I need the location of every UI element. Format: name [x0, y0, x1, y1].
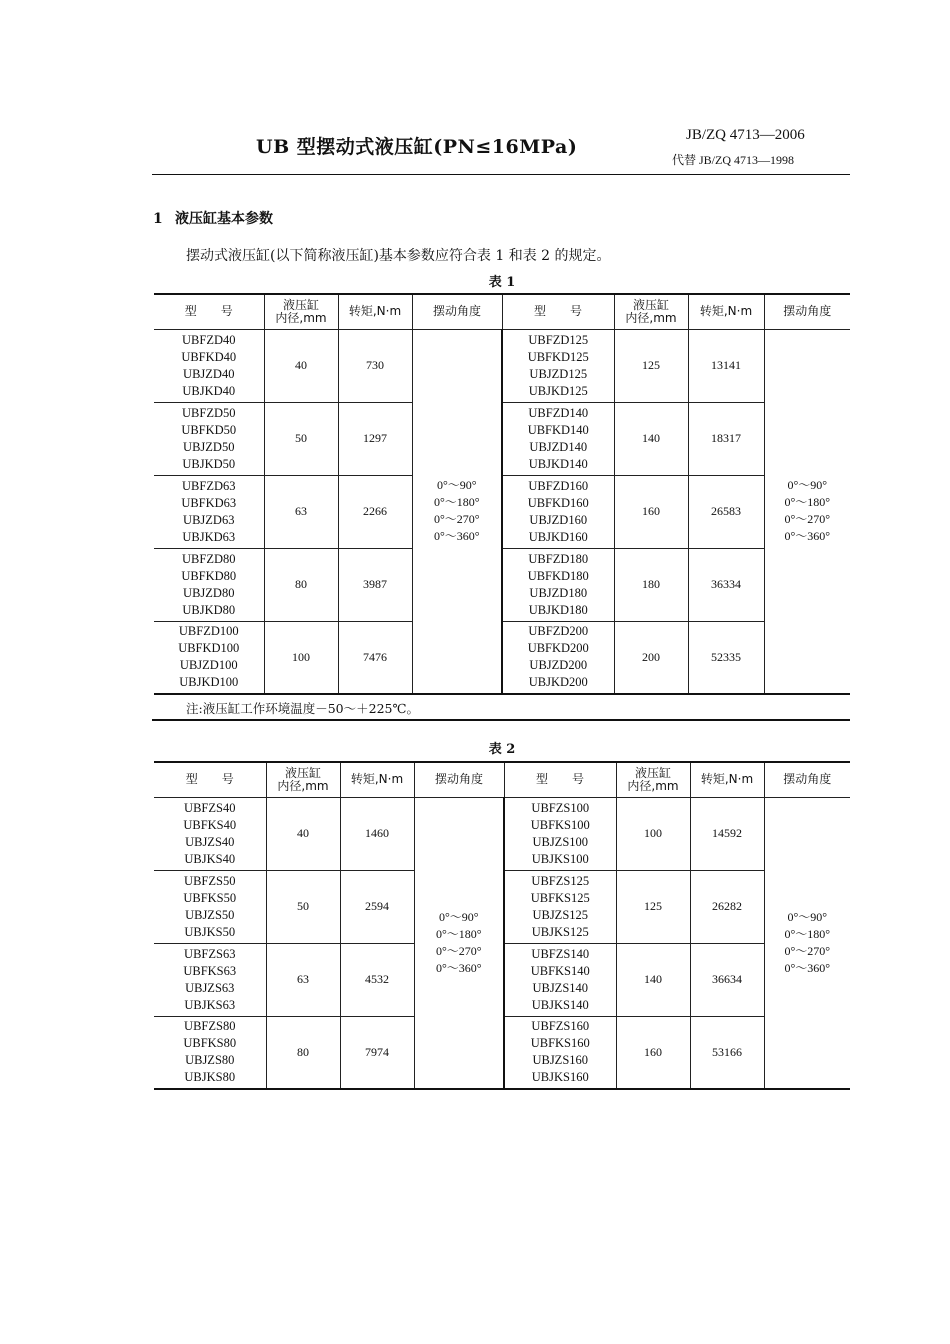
- model-cell: [504, 943, 616, 1016]
- bore-cell: 100: [616, 797, 690, 870]
- model-cell: [154, 870, 266, 943]
- model-code: UBJKS40: [184, 851, 236, 866]
- torque-cell: 1460: [340, 797, 414, 870]
- header-angle: 摆动角度: [412, 294, 502, 329]
- bore-cell: 125: [616, 870, 690, 943]
- model-code: UBFZD140: [528, 405, 589, 420]
- model-code: UBJKS63: [184, 997, 236, 1012]
- table-row: [154, 329, 850, 402]
- bore-cell: 140: [616, 943, 690, 1016]
- model-code: UBFKD180: [527, 568, 589, 583]
- model-code: UBJZD140: [529, 439, 588, 454]
- torque-cell: 52335: [688, 621, 764, 694]
- model-code: UBJZS80: [185, 1053, 235, 1068]
- table1-note: 注:液压缸工作环境温度－50～＋225℃。: [186, 701, 419, 716]
- angle-range: 0°～360°: [435, 960, 482, 975]
- bore-cell: 40: [266, 797, 340, 870]
- model-code: UBJZS100: [532, 834, 589, 849]
- model-code: UBJKS80: [184, 1070, 236, 1085]
- model-code: UBJZS63: [185, 980, 235, 995]
- model-code: UBJZD125: [529, 366, 588, 381]
- model-code: UBJZS50: [185, 907, 235, 922]
- torque-cell: 18317: [688, 402, 764, 475]
- section-heading: [153, 208, 273, 228]
- angle-cell: [412, 329, 502, 694]
- model-code: UBFZD80: [182, 551, 236, 566]
- model-code: UBJKD80: [182, 602, 236, 617]
- torque-cell: 53166: [690, 1016, 764, 1089]
- model-code: UBJZS125: [532, 907, 589, 922]
- angle-range: 0°～180°: [435, 926, 482, 941]
- header-torque: 转矩,N·m: [690, 762, 764, 797]
- model-cell: [154, 548, 264, 621]
- model-code: UBFKS140: [530, 963, 590, 978]
- model-code: UBJZS140: [532, 980, 589, 995]
- model-code: UBFKD160: [527, 495, 589, 510]
- model-code: UBFZD125: [528, 332, 589, 347]
- angle-range: 0°～360°: [784, 960, 831, 975]
- model-code: UBFZS40: [184, 800, 236, 815]
- model-code: UBJZS40: [185, 834, 235, 849]
- header-torque: 转矩,N·m: [340, 762, 414, 797]
- model-code: UBFKS160: [530, 1036, 590, 1051]
- bore-cell: 50: [264, 402, 338, 475]
- table2: [154, 761, 850, 1090]
- document-title: UB 型摆动式液压缸(PN≤16MPa): [256, 136, 578, 158]
- table-row: [154, 621, 850, 694]
- model-code: UBJKD200: [528, 675, 588, 690]
- model-code: UBFZD40: [182, 332, 236, 347]
- bore-cell: 100: [264, 621, 338, 694]
- model-code: UBJKS140: [531, 997, 589, 1012]
- torque-cell: 26583: [688, 475, 764, 548]
- section-paragraph: 摆动式液压缸(以下简称液压缸)基本参数应符合表 1 和表 2 的规定。: [186, 248, 611, 264]
- model-code: UBFZS63: [184, 946, 236, 961]
- torque-cell: 2594: [340, 870, 414, 943]
- angle-range: 0°～180°: [784, 926, 831, 941]
- model-cell: [154, 402, 264, 475]
- torque-cell: 7974: [340, 1016, 414, 1089]
- torque-cell: 3987: [338, 548, 412, 621]
- model-cell: [502, 621, 614, 694]
- header-angle: 摆动角度: [764, 294, 850, 329]
- model-code: UBJKD40: [182, 383, 236, 398]
- model-cell: [154, 943, 266, 1016]
- model-code: UBJZD50: [183, 439, 235, 454]
- model-code: UBFKS40: [183, 817, 237, 832]
- model-code: UBFZD63: [182, 478, 236, 493]
- model-code: UBFZD50: [182, 405, 236, 420]
- model-code: UBJKS160: [531, 1070, 589, 1085]
- angle-range: 0°～180°: [433, 495, 480, 510]
- angle-range: 0°～360°: [433, 529, 480, 544]
- section-number: 1: [153, 211, 163, 227]
- section-title: 液压缸基本参数: [175, 211, 273, 227]
- header-bore: 液压缸 内径,mm: [264, 294, 338, 329]
- model-cell: [504, 797, 616, 870]
- model-code: UBJZD63: [183, 512, 235, 527]
- header-model: 型 号: [504, 762, 616, 797]
- model-code: UBFKD200: [527, 641, 589, 656]
- table-row: [154, 402, 850, 475]
- angle-range: 0°～180°: [784, 495, 831, 510]
- angle-range: 0°～90°: [787, 909, 828, 924]
- bore-cell: 80: [266, 1016, 340, 1089]
- note-rule: [152, 719, 850, 721]
- torque-cell: 14592: [690, 797, 764, 870]
- model-code: UBJZD80: [183, 585, 235, 600]
- header-torque: 转矩,N·m: [688, 294, 764, 329]
- bore-cell: 200: [614, 621, 688, 694]
- model-cell: [504, 1016, 616, 1089]
- header-bore: 液压缸 内径,mm: [266, 762, 340, 797]
- header-model: 型 号: [154, 294, 264, 329]
- model-code: UBFKS100: [530, 817, 590, 832]
- model-code: UBFZS50: [184, 873, 236, 888]
- model-code: UBFKD50: [181, 422, 237, 437]
- model-code: UBJKD160: [528, 529, 588, 544]
- model-code: UBJZS160: [532, 1053, 589, 1068]
- model-code: UBFZD160: [528, 478, 589, 493]
- model-code: UBFZS125: [531, 873, 590, 888]
- bore-cell: 125: [614, 329, 688, 402]
- standard-number: JB/ZQ 4713—2006: [686, 127, 805, 143]
- model-code: UBFZD180: [528, 551, 589, 566]
- header-bore: 液压缸 内径,mm: [616, 762, 690, 797]
- torque-cell: 36634: [690, 943, 764, 1016]
- header-model: 型 号: [154, 762, 266, 797]
- angle-cell: [414, 797, 504, 1089]
- model-code: UBFKD40: [181, 349, 237, 364]
- model-code: UBFZD100: [178, 624, 239, 639]
- model-code: UBJKS100: [531, 851, 589, 866]
- angle-range: 0°～90°: [438, 909, 479, 924]
- model-code: UBFKD100: [178, 641, 240, 656]
- angle-range: 0°～360°: [784, 529, 831, 544]
- model-cell: [154, 475, 264, 548]
- model-code: UBFKD63: [181, 495, 237, 510]
- angle-cell: [764, 329, 850, 694]
- angle-range: 0°～90°: [787, 478, 828, 493]
- bore-cell: 80: [264, 548, 338, 621]
- replaced-standard: 代替 JB/ZQ 4713—1998: [672, 153, 795, 167]
- model-code: UBFZS80: [184, 1019, 236, 1034]
- model-code: UBFZS160: [531, 1019, 590, 1034]
- model-code: UBJKD100: [179, 675, 239, 690]
- model-code: UBJKD125: [528, 383, 588, 398]
- header-bore: 液压缸 内径,mm: [614, 294, 688, 329]
- bore-cell: 40: [264, 329, 338, 402]
- table2-caption: 表 2: [488, 742, 516, 757]
- bore-cell: 180: [614, 548, 688, 621]
- model-code: UBJKD140: [528, 456, 588, 471]
- model-cell: [502, 402, 614, 475]
- torque-cell: 2266: [338, 475, 412, 548]
- angle-cell: [764, 797, 850, 1089]
- model-code: UBJKS50: [184, 924, 236, 939]
- bore-cell: 50: [266, 870, 340, 943]
- model-code: UBJKD180: [528, 602, 588, 617]
- model-code: UBFKS63: [183, 963, 237, 978]
- bore-cell: 140: [614, 402, 688, 475]
- model-code: UBFKS125: [530, 890, 590, 905]
- table-row: [154, 548, 850, 621]
- model-code: UBFKD125: [527, 349, 589, 364]
- table-row: [154, 475, 850, 548]
- table1-caption: 表 1: [488, 275, 516, 290]
- table1: [154, 293, 850, 695]
- torque-cell: 4532: [340, 943, 414, 1016]
- model-code: UBJZD200: [529, 658, 588, 673]
- header-model: 型 号: [502, 294, 614, 329]
- torque-cell: 13141: [688, 329, 764, 402]
- bore-cell: 63: [264, 475, 338, 548]
- model-cell: [502, 329, 614, 402]
- angle-range: 0°～270°: [435, 943, 482, 958]
- torque-cell: 1297: [338, 402, 412, 475]
- header-angle: 摆动角度: [764, 762, 850, 797]
- model-code: UBJKS125: [531, 924, 589, 939]
- model-code: UBJZD160: [529, 512, 588, 527]
- model-cell: [502, 548, 614, 621]
- bore-cell: 160: [616, 1016, 690, 1089]
- model-code: UBFZS100: [531, 800, 590, 815]
- model-code: UBJZD100: [179, 658, 238, 673]
- model-code: UBFKS80: [183, 1036, 237, 1051]
- model-cell: [154, 329, 264, 402]
- model-cell: [154, 1016, 266, 1089]
- model-code: UBJZD40: [183, 366, 235, 381]
- bore-cell: 160: [614, 475, 688, 548]
- model-code: UBFKS50: [183, 890, 237, 905]
- model-code: UBFKD140: [527, 422, 589, 437]
- header-rule: [152, 174, 850, 175]
- angle-range: 0°～270°: [784, 512, 831, 527]
- angle-range: 0°～270°: [784, 943, 831, 958]
- model-code: UBFZD200: [528, 624, 589, 639]
- model-code: UBJZD180: [529, 585, 588, 600]
- header-angle: 摆动角度: [414, 762, 504, 797]
- torque-cell: 26282: [690, 870, 764, 943]
- model-cell: [154, 797, 266, 870]
- torque-cell: 730: [338, 329, 412, 402]
- angle-range: 0°～90°: [436, 478, 477, 493]
- model-cell: [504, 870, 616, 943]
- model-cell: [502, 475, 614, 548]
- table-row: [154, 797, 850, 870]
- header-torque: 转矩,N·m: [338, 294, 412, 329]
- torque-cell: 36334: [688, 548, 764, 621]
- model-code: UBJKD50: [182, 456, 236, 471]
- model-code: UBJKD63: [182, 529, 236, 544]
- angle-range: 0°～270°: [433, 512, 480, 527]
- model-code: UBFZS140: [531, 946, 590, 961]
- bore-cell: 63: [266, 943, 340, 1016]
- torque-cell: 7476: [338, 621, 412, 694]
- model-cell: [154, 621, 264, 694]
- model-code: UBFKD80: [181, 568, 237, 583]
